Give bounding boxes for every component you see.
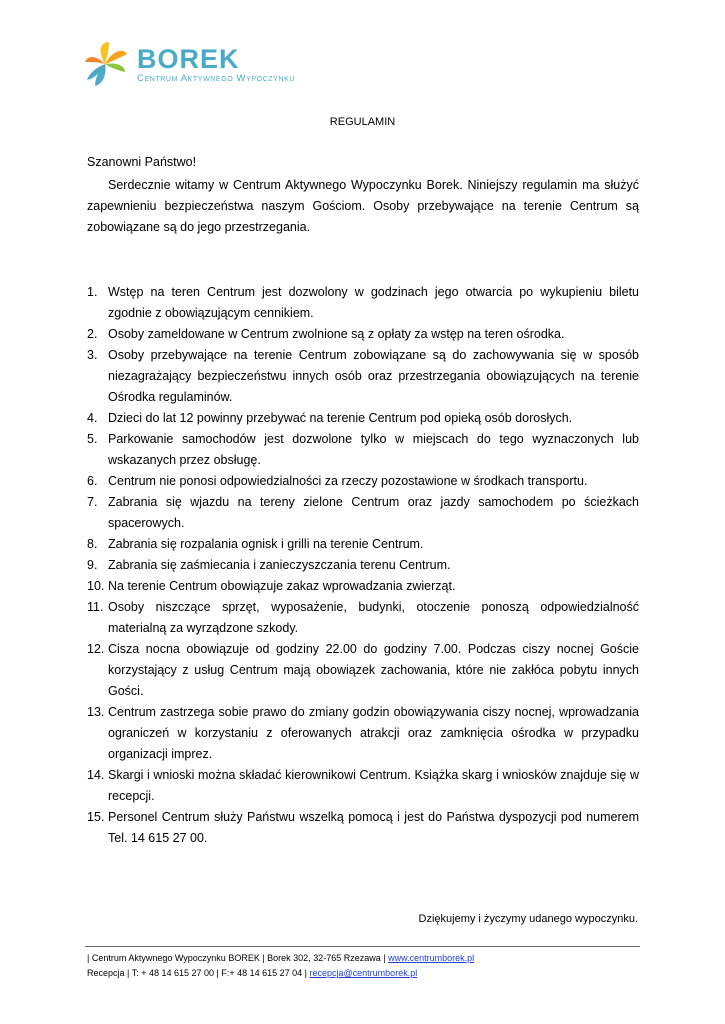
logo-subtitle: Centrum Aktywnego Wypoczynku — [137, 73, 296, 84]
rule-text: Osoby przebywające na terenie Centrum zobowiązane są do zachowywania się w sposób niezagrażający bezpieczeństwu innych osób oraz przestrzegania obowiązujących na terenie Ośrodka regulaminów. — [108, 348, 639, 404]
footer-address-line — [87, 951, 474, 966]
logo — [83, 40, 313, 90]
rule-item — [87, 765, 639, 807]
footer — [87, 951, 474, 981]
rule-item — [87, 555, 639, 576]
logo-flower-icon — [83, 40, 133, 88]
rule-number: 13. — [87, 705, 105, 719]
rule-text: Cisza nocna obowiązuje od godziny 22.00 do godziny 7.00. Podczas ciszy nocnej Goście korzystający z usług Centrum mają obowiązek zachowania, które nie zakłóca pobytu innych Gości. — [108, 642, 639, 698]
rules-list — [87, 282, 639, 849]
footer-address: | Centrum Aktywnego Wypoczynku BOREK | Borek 302, 32-765 Rzezawa | — [87, 953, 389, 963]
rule-number: 12. — [87, 642, 105, 656]
rule-text: Na terenie Centrum obowiązuje zakaz wprowadzania zwierząt. — [108, 579, 456, 593]
rule-item — [87, 597, 639, 639]
rule-item — [87, 408, 639, 429]
closing-text: Dziękujemy i życzymy udanego wypoczynku. — [418, 913, 638, 925]
rule-item — [87, 429, 639, 471]
email-link[interactable]: recepcja@centrumborek.pl — [309, 968, 418, 978]
rule-text: Centrum zastrzega sobie prawo do zmiany godzin obowiązywania ciszy nocnej, wprowadzania ograniczeń w korzystaniu z oferowanych atrakcji oraz zamknięcia ośrodka w przypadku organizacji imprez. — [108, 705, 639, 761]
rule-text: Zabrania się rozpalania ognisk i grilli na terenie Centrum. — [108, 537, 424, 551]
rule-item — [87, 492, 639, 534]
rule-text: Skargi i wnioski można składać kierownikowi Centrum. Książka skarg i wniosków znajduje się w recepcji. — [108, 768, 639, 803]
rule-number: 7. — [87, 495, 98, 509]
footer-divider — [85, 946, 640, 947]
footer-phones: Recepcja | T: + 48 14 615 27 00 | F:+ 48 14 615 27 04 | — [87, 968, 310, 978]
intro-paragraph: Serdecznie witamy w Centrum Aktywnego Wypoczynku Borek. Niniejszy regulamin ma służyć zapewnieniu bezpieczeństwa naszym Gościom. Osoby przebywające na terenie Centrum są zobowiązane są do jego przestrzegania. — [87, 178, 639, 234]
greeting: Szanowni Państwo! — [87, 155, 197, 169]
rule-number: 15. — [87, 810, 105, 824]
rule-item — [87, 471, 639, 492]
logo-brand: BOREK — [137, 44, 240, 74]
rule-item — [87, 534, 639, 555]
rule-text: Wstęp na teren Centrum jest dozwolony w godzinach jego otwarcia po wykupieniu biletu zgodnie z obowiązującym cennikiem. — [108, 285, 639, 320]
rule-number: 9. — [87, 558, 98, 572]
rule-text: Personel Centrum służy Państwu wszelką pomocą i jest do Państwa dyspozycji pod numerem Tel. 14 615 27 00. — [108, 810, 639, 845]
rule-text: Dzieci do lat 12 powinny przebywać na terenie Centrum pod opieką osób dorosłych. — [108, 411, 573, 425]
rule-text: Zabrania się zaśmiecania i zanieczyszczania terenu Centrum. — [108, 558, 451, 572]
rule-item — [87, 576, 639, 597]
document-title: REGULAMIN — [329, 116, 396, 128]
rule-item — [87, 702, 639, 765]
rule-item — [87, 639, 639, 702]
rule-number: 3. — [87, 348, 98, 362]
website-link[interactable]: www.centrumborek.pl — [388, 953, 475, 963]
rule-number: 6. — [87, 474, 98, 488]
rule-number: 14. — [87, 768, 105, 782]
rule-number: 1. — [87, 285, 98, 299]
rule-number: 5. — [87, 432, 98, 446]
rule-number: 8. — [87, 537, 98, 551]
rule-item — [87, 282, 639, 324]
rule-number: 11. — [87, 600, 104, 614]
rule-text: Centrum nie ponosi odpowiedzialności za rzeczy pozostawione w środkach transportu. — [108, 474, 588, 488]
rule-number: 10. — [87, 579, 105, 593]
rule-item — [87, 807, 639, 849]
rule-text: Parkowanie samochodów jest dozwolone tylko w miejscach do tego wyznaczonych lub wskazanych przez obsługę. — [108, 432, 639, 467]
rule-text: Osoby niszczące sprzęt, wyposażenie, budynki, otoczenie ponoszą odpowiedzialność materialną za wyrządzone szkody. — [108, 600, 639, 635]
rule-item — [87, 345, 639, 408]
rule-item — [87, 324, 639, 345]
rule-number: 4. — [87, 411, 98, 425]
rule-text: Osoby zameldowane w Centrum zwolnione są z opłaty za wstęp na teren ośrodka. — [108, 327, 565, 341]
footer-contact-line — [87, 966, 474, 981]
rule-text: Zabrania się wjazdu na tereny zielone Centrum oraz jazdy samochodem po ścieżkach spacerowych. — [108, 495, 639, 530]
rule-number: 2. — [87, 327, 98, 341]
